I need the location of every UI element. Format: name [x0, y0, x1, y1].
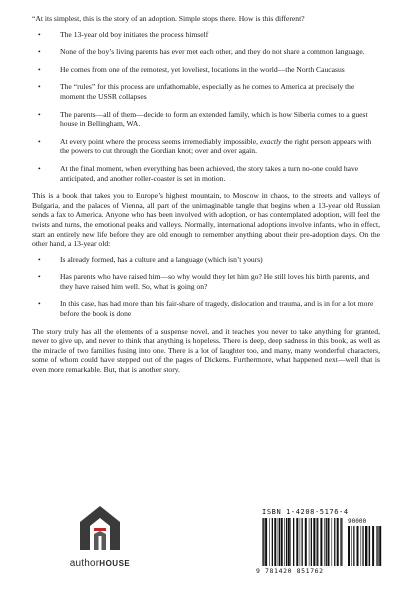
isbn-barcode [256, 508, 386, 580]
barcode-bar [279, 518, 280, 566]
barcode-bar [317, 518, 318, 566]
barcode-bar [269, 518, 270, 566]
barcode-bar [334, 518, 335, 566]
barcode-bar [320, 518, 322, 566]
barcode-bar [274, 518, 276, 566]
list-item: • At every point where the process seems irremediably impossible, exactly the right person appears with the powers to cut through the Gordian knot; over and over again. [38, 136, 372, 156]
barcode-bar [278, 518, 279, 566]
barcode-bar [379, 526, 381, 566]
barcode-bar [376, 526, 377, 566]
publisher-name: authorHOUSE [69, 558, 131, 569]
isbn-text: ISBN 1-4208-5176-4 [262, 508, 349, 516]
authorhouse-logo-icon [78, 500, 122, 552]
barcode-bar [316, 518, 317, 566]
barcode-bar [353, 526, 354, 566]
list-item: • The “rules” for this process are unfathomable, especially as he comes to America at precisely the moment the USSR collapses [38, 82, 355, 101]
barcode-bar [272, 518, 273, 566]
barcode-bar [324, 518, 325, 566]
barcode-bar [377, 526, 378, 566]
barcode-bar [348, 526, 350, 566]
barcode-bar [351, 526, 352, 566]
differences-list [32, 30, 380, 184]
barcode-bar [290, 518, 291, 566]
barcode-bar [313, 518, 315, 566]
barcode-bar [305, 518, 307, 566]
teen-traits-list [32, 255, 380, 319]
barcode-bar [302, 518, 303, 566]
barcode-number: 9 781420 851762 [256, 567, 324, 575]
barcode-addon-bars [348, 526, 384, 566]
barcode-bar [328, 518, 330, 566]
list-item: • The parents—all of them—decide to form an extended family, which is how Siberia comes to a guest house in Bellingham, WA. [38, 109, 368, 129]
barcode-bar [357, 526, 359, 566]
list-item: • In this case, has had more than his fair-share of tragedy, dislocation and trauma, and is in for a lot more before the book is done [38, 299, 374, 319]
barcode-bar [262, 518, 263, 566]
barcode-bar [293, 518, 294, 566]
barcode-bar [368, 526, 369, 566]
barcode-bar [361, 526, 362, 566]
barcode-bar [309, 518, 310, 566]
barcode-bar [263, 518, 264, 566]
list-item: • At the final moment, when everything has been achieved, the story takes a turn no-one could have anticipated, and another roller-coaster is set in motion. [38, 163, 359, 183]
list-item: • None of the boy’s living parents has ever met each other, and they do not share a common language. [38, 47, 365, 57]
list-item: • Is already formed, has a culture and a language (which isn’t yours) [38, 254, 263, 264]
barcode-bar [340, 518, 341, 566]
intro-text: “At its simplest, this is the story of an adoption. Simple stops there. How is this different? [32, 14, 305, 23]
barcode-bar [365, 526, 367, 566]
closing-paragraph: The story truly has all the elements of a suspense novel, and it teaches you never to take anything for granted, never to give up, and never to think that anything is hopeless. There is deep, deep sadness in this book, as well as the miracle of two families fusing into one. There is a lot of laughter too, and many, many wonderful characters, some of whom could have stepped out of the pages of Dickens. Furthermore, what happened next—well that is even more remarkable. But, that is another story. [32, 326, 380, 375]
barcode-bar [286, 518, 287, 566]
list-item: • The 13-year old boy initiates the process himself [38, 29, 209, 39]
publisher-logo [60, 500, 140, 580]
barcode-bar [265, 518, 267, 566]
barcode-bar [341, 518, 342, 566]
barcode-bar [369, 526, 370, 566]
list-item: • He comes from one of the remotest, yet loveliest, locations in the world—the North Caucasus [38, 64, 345, 74]
barcode-bar [332, 518, 333, 566]
barcode-bar [326, 518, 327, 566]
barcode-bar [284, 518, 285, 566]
barcode-bar [337, 518, 339, 566]
barcode-bars [262, 518, 344, 566]
barcode-bar [288, 518, 290, 566]
barcode-bar [362, 526, 363, 566]
list-item: • Has parents who have raised him—so why would they let him go? He still loves his birth parents, and they have raised him well. So, what is going on? [38, 272, 370, 291]
body-paragraph: This is a book that takes you to Europe’s highest mountain, to Moscow in chaos, to the streets and valleys of Bulgaria, and the palaces of Vienna, all part of the unimaginable tangle that begins when a 13-year old Russian sends a fax to America. Anyone who has been involved with adoption, or has contemplated adoption, will feel the twists and turns, the emotional peaks and valleys. Normally, international adoptions involve infants, who in effect, start an entirely new life before they are old enough to remember anything about their pre-adoption days. On the other hand, a 13-year old: [32, 191, 380, 249]
price-code: 90000 [348, 518, 367, 525]
barcode-bar [296, 518, 298, 566]
barcode-bar [311, 518, 312, 566]
barcode-bar [372, 526, 374, 566]
barcode-bar [281, 518, 283, 566]
barcode-bar [300, 518, 301, 566]
